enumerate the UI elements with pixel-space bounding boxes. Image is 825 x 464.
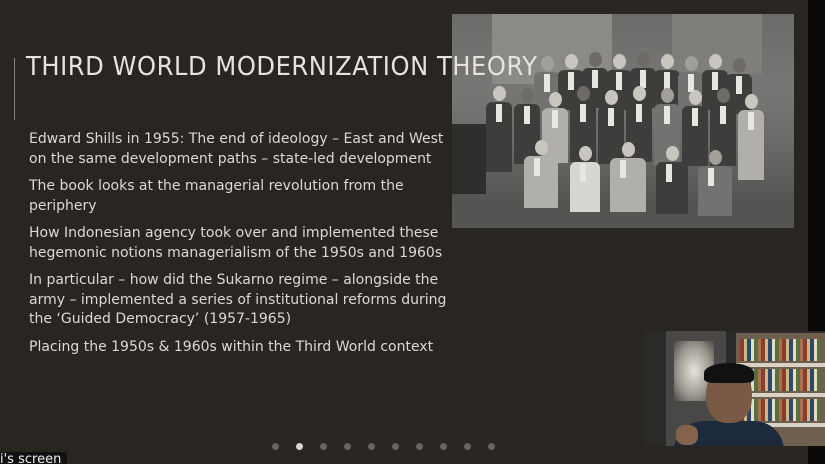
page-dot-4[interactable] <box>344 443 351 450</box>
bullet-list <box>29 130 454 365</box>
bullet-item: How Indonesian agency took over and implemented these hegemonic notions managerialism of the 1950s and 1960s <box>29 225 443 261</box>
page-dot-3[interactable] <box>320 443 327 450</box>
bullet-item: Edward Shills in 1955: The end of ideology – East and West on the same development paths – state-led development <box>29 131 444 167</box>
group-photo <box>452 14 794 228</box>
bullet-item: The book looks at the managerial revolution from the periphery <box>29 178 404 214</box>
bullet-item: In particular – how did the Sukarno regime – alongside the army – implemented a series of institutional reforms during the ‘Guided Democracy’ (1957-1965) <box>29 272 447 327</box>
page-dot-9[interactable] <box>464 443 471 450</box>
presenter-video-tile[interactable] <box>644 331 825 446</box>
slide-pagination <box>272 443 495 450</box>
screen-share-label-text: i's screen <box>0 452 62 464</box>
page-dot-7[interactable] <box>416 443 423 450</box>
page-dot-1[interactable] <box>272 443 279 450</box>
page-dot-10[interactable] <box>488 443 495 450</box>
page-dot-6[interactable] <box>392 443 399 450</box>
bullet-item: Placing the 1950s & 1960s within the Third World context <box>29 338 434 355</box>
presenter-hand <box>676 425 698 445</box>
screen-share-label <box>0 452 67 464</box>
page-dot-5[interactable] <box>368 443 375 450</box>
page-dot-2-active[interactable] <box>296 443 303 450</box>
page-dot-8[interactable] <box>440 443 447 450</box>
slide-title: THIRD WORLD MODERNIZATION THEORY <box>26 52 538 82</box>
presenter-hair <box>704 363 754 383</box>
title-accent-line <box>14 58 15 120</box>
